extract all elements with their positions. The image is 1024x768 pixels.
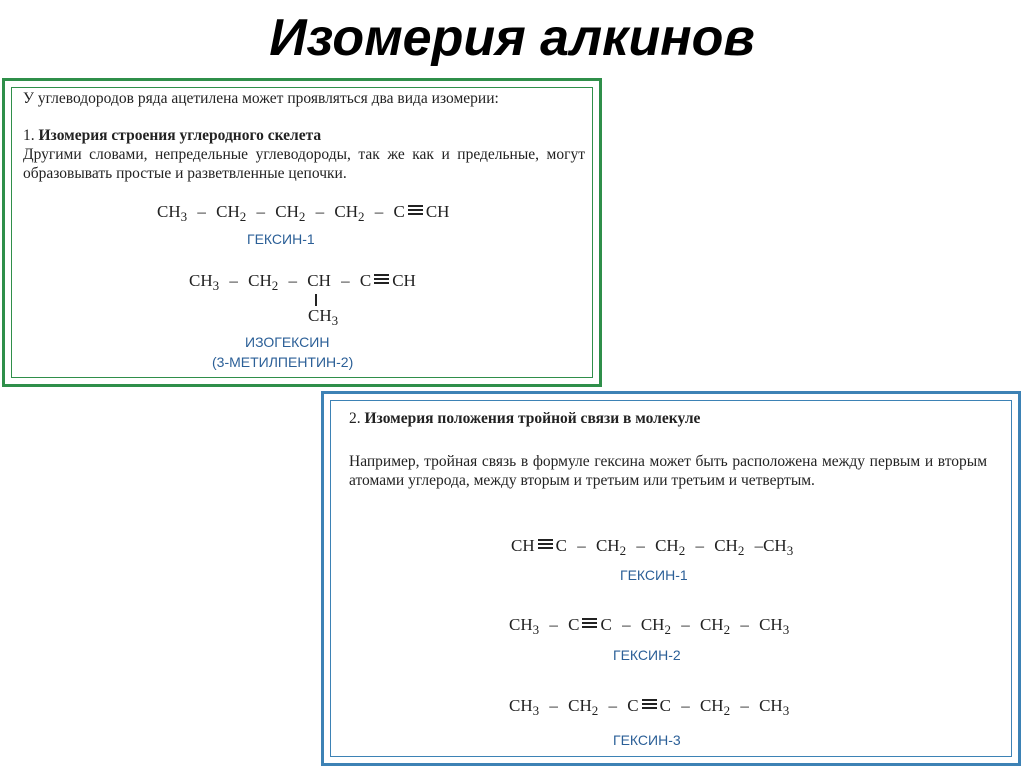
single-bond: – — [608, 696, 617, 715]
branch-bond-icon — [315, 294, 317, 306]
single-bond: – — [740, 615, 749, 634]
heading-1 — [23, 126, 583, 145]
isohexyne-formula — [189, 271, 416, 294]
heading-2-number: 2. — [349, 410, 361, 427]
single-bond: – — [374, 202, 384, 221]
atom-ch: CH — [307, 271, 331, 290]
atom-ch2: $CH_2$ — [334, 202, 365, 224]
atom-ch2: $CH_2$ — [640, 615, 671, 637]
atom-c: C — [627, 696, 639, 715]
triple-bond-icon — [408, 205, 423, 215]
atom-ch3: $CH_3$ — [509, 615, 540, 637]
atom-ch2: $CH_2$ — [699, 696, 731, 718]
hexyne-1-formula — [157, 202, 449, 225]
atom-c: C — [393, 202, 405, 221]
single-bond: – — [681, 696, 690, 715]
structure-isomerism-panel — [2, 78, 602, 387]
atom-ch3: $CH_3$ — [189, 271, 220, 293]
atom-ch3: $-CH_3$ — [754, 536, 794, 558]
atom-ch2: $CH_2$ — [714, 536, 745, 558]
hexyne-3-label: ГЕКСИН-3 — [613, 732, 681, 748]
atom-ch3: $CH_3$ — [157, 202, 188, 224]
hexyne-3-formula — [509, 696, 789, 719]
single-bond: – — [695, 536, 704, 555]
atom-c: C — [568, 615, 580, 634]
triple-bond-icon — [642, 699, 657, 709]
description-2: Например, тройная связь в формуле гексина может быть расположена между первым и вторым атомами углерода, между вторым и третьим или третьим и четвертым. — [349, 453, 987, 489]
isohexyne-systematic-label: (3-МЕТИЛПЕНТИН-2) — [212, 354, 354, 370]
triple-bond-icon — [582, 618, 597, 628]
single-bond: – — [740, 696, 749, 715]
single-bond: – — [681, 615, 690, 634]
atom-ch: CH — [392, 271, 416, 290]
atom-ch3: $CH_3$ — [759, 615, 790, 637]
atom-ch2: $CH_2$ — [248, 271, 279, 293]
intro-text: У углеводородов ряда ацетилена может проявляться два вида изомерии: — [23, 90, 499, 107]
atom-ch2: $CH_2$ — [595, 536, 627, 558]
atom-ch2: $CH_2$ — [275, 202, 306, 224]
single-bond: – — [288, 271, 297, 290]
single-bond: – — [549, 696, 558, 715]
atom-c: C — [659, 696, 671, 715]
hexyne-1-label: ГЕКСИН-1 — [247, 231, 315, 247]
atom-ch3: $CH_3$ — [509, 696, 540, 718]
heading-2 — [349, 409, 989, 428]
atom-c: C — [555, 536, 567, 555]
atom-ch2: $CH_2$ — [655, 536, 686, 558]
single-bond: – — [577, 536, 586, 555]
atom-ch2: $CH_2$ — [699, 615, 731, 637]
atom-ch: CH — [511, 536, 535, 555]
atom-ch2: $CH_2$ — [216, 202, 247, 224]
triple-bond-icon — [374, 274, 389, 284]
single-bond: – — [315, 202, 325, 221]
single-bond: – — [341, 271, 350, 290]
hexyne-2-label: ГЕКСИН-2 — [613, 647, 681, 663]
atom-ch2: $CH_2$ — [568, 696, 599, 718]
atom-ch3: $CH_3$ — [759, 696, 790, 718]
single-bond: – — [636, 536, 645, 555]
atom-c: C — [600, 615, 612, 634]
heading-1-text: Изомерия строения углеродного скелета — [38, 127, 322, 144]
single-bond: – — [622, 615, 631, 634]
triple-bond-position-panel — [321, 391, 1021, 766]
hexyne-1-formula-b — [511, 536, 793, 559]
heading-1-number: 1. — [23, 127, 35, 144]
description-1: Другими словами, непредельные углеводороды, так же как и предельные, могут образовывать простые и разветвленные цепочки. — [23, 146, 585, 182]
isohexyne-label: ИЗОГЕКСИН — [245, 334, 330, 350]
single-bond: – — [229, 271, 238, 290]
single-bond: – — [256, 202, 265, 221]
slide-title: Изомерия алкинов — [269, 9, 755, 67]
branch-ch3: $CH_3$ — [308, 306, 339, 328]
single-bond: – — [549, 615, 558, 634]
atom-c: C — [359, 271, 372, 290]
hexyne-1-label-b: ГЕКСИН-1 — [620, 567, 688, 583]
heading-2-text: Изомерия положения тройной связи в молекуле — [364, 410, 701, 427]
atom-ch: CH — [425, 202, 450, 221]
hexyne-2-formula — [509, 615, 789, 638]
single-bond: – — [197, 202, 206, 221]
triple-bond-icon — [538, 539, 553, 549]
